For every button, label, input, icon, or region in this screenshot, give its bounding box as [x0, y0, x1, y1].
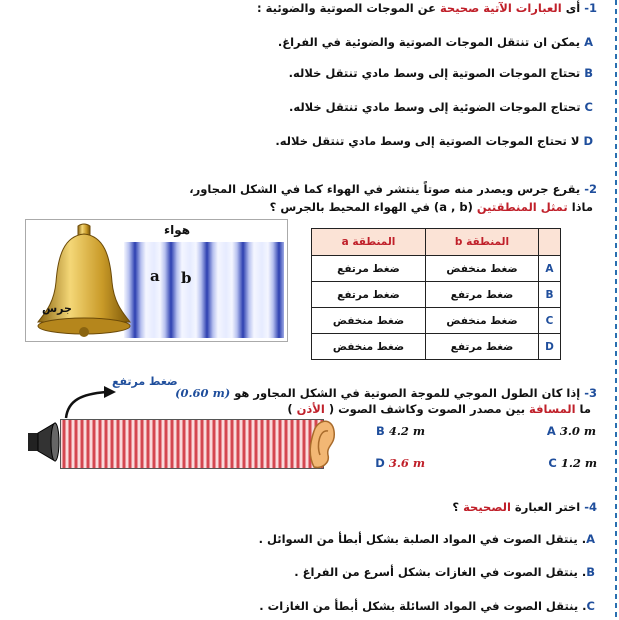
- q4-option-a[interactable]: A. ينتقل الصوت في المواد الصلبة بشكل أبطأ من السوائل .: [258, 532, 595, 546]
- question-number: 1-: [584, 1, 597, 15]
- page-border: [615, 0, 617, 620]
- q1-option-a[interactable]: A يمكن ان تنتقل الموجات الصوتية والضوئية في الفراغ.: [277, 35, 593, 49]
- question-3-line2: ما المسافة بين مصدر الصوت وكاشف الصوت ( الأذن ): [287, 402, 591, 416]
- bell-sound-figure: [25, 219, 288, 342]
- table-row[interactable]: D ضغط مرتفع ضغط منخفض: [312, 334, 561, 360]
- high-pressure-label: ضغط مرتفع: [112, 375, 178, 388]
- q4-option-b[interactable]: B. ينتقل الصوت في الغازات بشكل أسرع من الفراغ .: [294, 565, 595, 579]
- table-header-row: [312, 229, 561, 256]
- speaker-ear-figure: [25, 413, 337, 471]
- air-label: هواء: [164, 223, 191, 237]
- ear-icon: [306, 415, 336, 469]
- bell-icon: [34, 222, 134, 340]
- speaker-icon: [25, 421, 63, 463]
- table-row[interactable]: C ضغط منخفض ضغط منخفض: [312, 308, 561, 334]
- bell-label: جرس: [42, 302, 72, 315]
- q1-option-b[interactable]: B تحتاج الموجات الصوتية إلى وسط مادي تنتقل خلاله.: [288, 66, 593, 80]
- q4-option-c[interactable]: C. ينتقل الصوت في المواد السائلة بشكل أبطأ من الغازات .: [259, 599, 595, 613]
- region-a-label: a: [150, 267, 160, 285]
- q3-option-c[interactable]: C 1.2 m: [548, 456, 597, 470]
- question-2-line2: ماذا تمثل المنطقتين (a , b) في الهواء المحيط بالجرس ؟: [269, 200, 593, 214]
- sound-wave-bands: [124, 242, 284, 338]
- region-b-label: b: [181, 269, 192, 287]
- q2-answer-table: [311, 228, 561, 360]
- question-3-line1: 3- إذا كان الطول الموجي للموجة الصوتية في الشكل المجاور هو (0.60 m): [175, 386, 597, 400]
- q3-option-a[interactable]: A 3.0 m: [546, 424, 596, 438]
- question-2-line1: 2- يقرع جرس ويصدر منه صوتاً ينتشر في الهواء كما في الشكل المجاور،: [189, 182, 597, 196]
- q1-option-d[interactable]: D لا تحتاج الموجات الصوتية إلى وسط مادي تنتقل خلاله.: [275, 134, 593, 148]
- q3-option-d[interactable]: D 3.6 m: [375, 456, 425, 470]
- compression-pattern: [60, 419, 324, 469]
- q1-option-c[interactable]: C تحتاج الموجات الضوئية إلى وسط مادي تنتقل خلاله.: [288, 100, 593, 114]
- header-region-a: المنطقة a: [312, 229, 426, 256]
- question-1-stem: 1- أى العبارات الآتية صحيحة عن الموجات الصوتية والضوئية :: [257, 1, 597, 15]
- header-region-b: المنطقة b: [426, 229, 539, 256]
- q3-option-b[interactable]: B 4.2 m: [376, 424, 425, 438]
- table-row[interactable]: B ضغط مرتفع ضغط مرتفع: [312, 282, 561, 308]
- table-row[interactable]: A ضغط منخفض ضغط مرتفع: [312, 256, 561, 282]
- question-4-stem: 4- اختر العبارة الصحيحة ؟: [452, 500, 597, 514]
